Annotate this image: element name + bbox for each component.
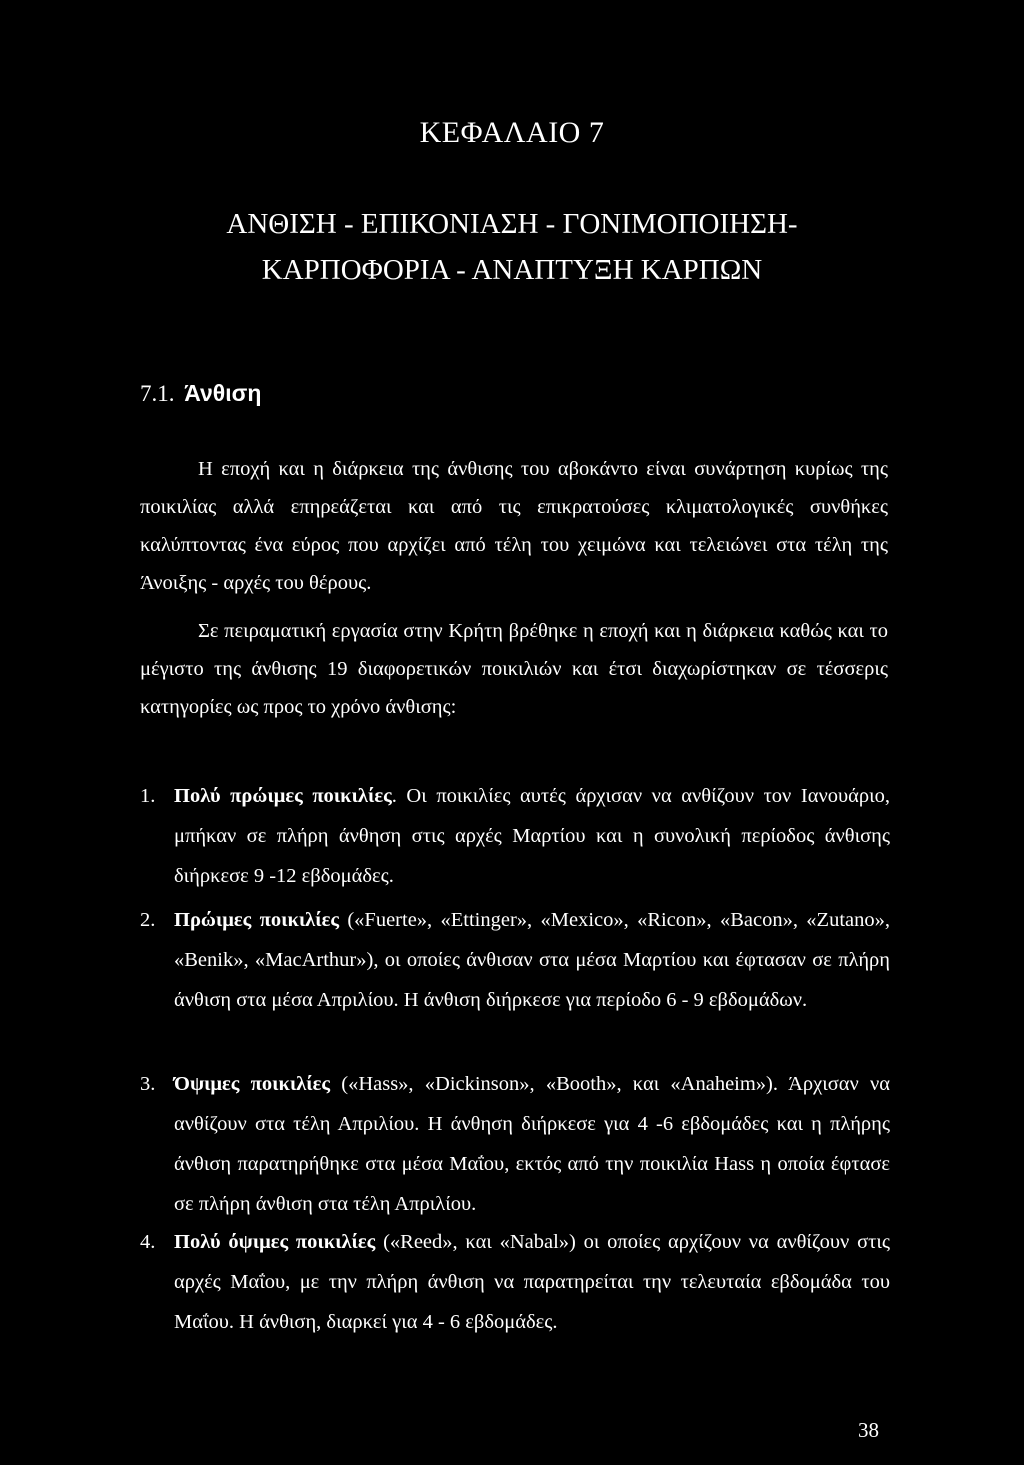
- list-item-body: [174, 1064, 890, 1224]
- list-item-lead: Πολύ όψιμες ποικιλίες: [174, 1231, 376, 1253]
- list-marker: 2.: [140, 909, 156, 931]
- list-item-text: . Οι ποικιλίες αυτές άρχισαν να ανθίζουν τον Ιανουάριο, μπήκαν σε πλήρη άνθηση στις αρχές Μαρτίου και η συνολική περίοδος άνθισης διήρκεσε 9 -12 εβδομάδες.: [174, 785, 890, 887]
- paragraph-text: Σε πειραματική εργασία στην Κρήτη βρέθηκε η εποχή και η διάρκεια καθώς και το μέγιστο της άνθισης 19 διαφορετικών ποικιλιών και έτσι διαχωρίστηκαν σε τέσσερις κατηγορίες ως προς το χρόνο άνθισης:: [140, 620, 888, 718]
- list-marker: 3.: [140, 1073, 156, 1095]
- list-marker: 4.: [140, 1231, 156, 1253]
- body-paragraph: [140, 612, 888, 726]
- section-heading: [140, 380, 261, 407]
- body-paragraph: [140, 450, 888, 602]
- list-marker: 1.: [140, 785, 156, 807]
- page-number: 38: [858, 1418, 879, 1442]
- chapter-heading: ΚΕΦΑΛΑΙΟ 7: [419, 116, 605, 149]
- list-item: [140, 776, 890, 896]
- chapter-title-line-1: ΑΝΘΙΣΗ - ΕΠΙΚΟΝΙΑΣΗ - ΓΟΝΙΜΟΠΟΙΗΣΗ-: [226, 208, 798, 240]
- list-item: [140, 900, 890, 1020]
- list-item-text: («Hass», «Dickinson», «Booth», και «Anaheim»). Άρχισαν να ανθίζουν στα τέλη Απριλίου. Η άνθηση διήρκεσε για 4 -6 εβδομάδες και η πλήρης άνθιση παρατηρήθηκε στα μέσα Μαΐου, εκτός από την ποικιλία Hass η οποία έφτασε σε πλήρη άνθιση στα τέλη Απριλίου.: [174, 1073, 890, 1215]
- list-item: [140, 1064, 890, 1224]
- list-item-lead: Όψιμες ποικιλίες: [174, 1073, 331, 1095]
- list-item-body: [174, 900, 890, 1020]
- section-number: 7.1.: [140, 381, 175, 406]
- list-item-lead: Πολύ πρώιμες ποικιλίες: [174, 785, 392, 807]
- list-item-body: [174, 1222, 890, 1342]
- list-item-body: [174, 776, 890, 896]
- list-item: [140, 1222, 890, 1342]
- list-item-text: («Reed», και «Nabal») οι οποίες αρχίζουν να ανθίζουν στις αρχές Μαΐου, με την πλήρη άνθιση να παρατηρείται την τελευταία εβδομάδα του Μαΐου. Η άνθιση, διαρκεί για 4 - 6 εβδομάδες.: [174, 1231, 891, 1333]
- chapter-title: [0, 201, 1024, 293]
- paragraph-text: Η εποχή και η διάρκεια της άνθισης του αβοκάντο είναι συνάρτηση κυρίως της ποικιλίας αλλά επηρεάζεται και από τις επικρατούσες κλιματολογικές συνθήκες καλύπτοντας ένα εύρος που αρχίζει από τέλη του χειμώνα και τελειώνει στα τέλη της Άνοιξης - αρχές του θέρους.: [140, 458, 888, 594]
- chapter-title-line-2: ΚΑΡΠΟΦΟΡΙΑ - ΑΝΑΠΤΥΞΗ ΚΑΡΠΩΝ: [261, 254, 763, 286]
- list-item-lead: Πρώιμες ποικιλίες: [174, 909, 340, 931]
- list-item-text: («Fuerte», «Ettinger», «Mexico», «Ricon», «Bacon», «Zutano», «Benik», «MacArthur»), οι οποίες άνθισαν στα μέσα Μαρτίου και έφτασαν σε πλήρη άνθιση στα μέσα Απριλίου. Η άνθιση διήρκεσε για περίοδο 6 - 9 εβδομάδων.: [174, 909, 890, 1011]
- section-name: Άνθιση: [184, 380, 262, 406]
